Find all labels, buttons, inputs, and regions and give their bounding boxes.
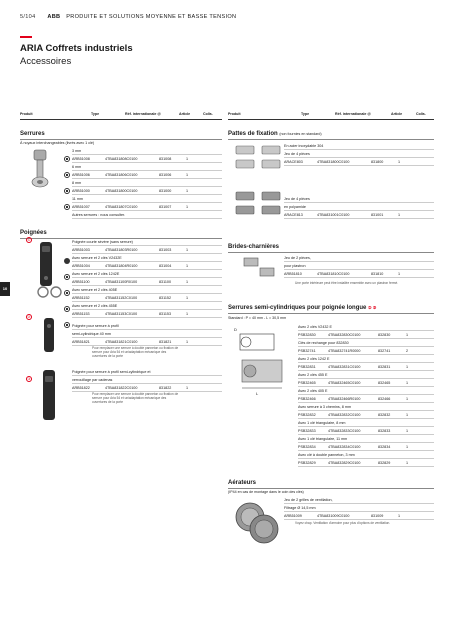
description-row — [284, 496, 434, 504]
description-row — [298, 435, 434, 443]
row-label: Jeu de 2 grilles de ventilation, — [284, 498, 333, 502]
description-row — [72, 238, 222, 246]
product-row — [72, 171, 222, 179]
product-row — [284, 158, 434, 166]
section-semicyl — [228, 305, 434, 314]
description-row — [72, 376, 222, 384]
cell-type: PSB32741 — [298, 349, 316, 353]
description-row — [284, 142, 434, 150]
cell-article: 832830 — [378, 333, 391, 337]
description-row — [298, 419, 434, 427]
lock-image — [24, 148, 56, 196]
charnieres-rows — [228, 254, 434, 278]
cell-colis: 1 — [186, 312, 189, 316]
pattes-rows-2 — [228, 195, 434, 219]
description-row — [72, 179, 222, 187]
cell-article: 831008 — [159, 157, 172, 161]
cell-colis: 1 — [398, 272, 401, 276]
product-row — [72, 155, 222, 163]
cell-ref: 4TBA832832C0100 — [328, 413, 361, 417]
cell-type: ARB51810 — [284, 272, 302, 276]
row-label: en polyamide — [284, 205, 306, 209]
row-label: Jeu de 4 pièces — [284, 152, 310, 156]
brand-name: ABB — [47, 14, 61, 20]
row-label: 3 mm — [72, 149, 82, 153]
cell-ref: 4TBA831100R0100 — [105, 280, 138, 284]
product-row — [72, 338, 222, 346]
lock-type-icon — [64, 188, 70, 194]
cell-ref: 4TBA831810C0100 — [317, 272, 350, 276]
product-row — [72, 278, 222, 286]
row-label: 6 mm — [72, 165, 82, 169]
cell-ref: 4TBA832829C0100 — [328, 461, 361, 465]
product-row — [298, 379, 434, 387]
cell-ref: 4TBA831152C0100 — [105, 296, 138, 300]
cell-article: 831003 — [159, 248, 172, 252]
col-article: Article — [391, 112, 403, 116]
cell-colis: 1 — [406, 461, 409, 465]
cell-colis: 1 — [406, 333, 409, 337]
row-label: En acier inoxydable 304 — [284, 144, 324, 148]
cell-ref: 4TBA832741R0000 — [328, 349, 361, 353]
description-row — [284, 195, 434, 203]
cell-ref: 4TBA831001C0100 — [317, 213, 350, 217]
cell-type: ARB51004 — [72, 264, 90, 268]
description-row — [72, 147, 222, 155]
semicyl-note: Standard : P = 40 mm - L = 30,5 mm — [228, 316, 287, 320]
section-pattes — [228, 131, 434, 140]
cell-type: PSB32466 — [298, 397, 316, 401]
cell-ref: 4TBA831807C0100 — [105, 205, 138, 209]
cell-ref: 4TBA831821C0100 — [105, 340, 138, 344]
lock-type-icon — [64, 156, 70, 162]
cell-article: 832833 — [378, 429, 391, 433]
row-label: pour plastron — [284, 264, 306, 268]
row-label: Avec serrure et 2 clés 455E — [72, 304, 118, 308]
cell-article: 832465 — [378, 381, 391, 385]
cell-article: 831001 — [371, 213, 384, 217]
description-row — [298, 323, 434, 331]
row-label: Avec 1 clé triangulaire, 11 mm — [298, 437, 348, 441]
product-row — [298, 363, 434, 371]
section-aerateurs — [228, 480, 434, 489]
page-subtitle: Accessoires — [20, 56, 72, 67]
cell-ref: 4TBA832831C0100 — [328, 365, 361, 369]
cell-article: 832466 — [378, 397, 391, 401]
description-row — [72, 163, 222, 171]
aerateurs-rows — [228, 496, 434, 520]
cell-article: 831822 — [159, 386, 172, 390]
product-row — [298, 395, 434, 403]
cell-ref: 4TBA832833C0100 — [328, 429, 361, 433]
cell-article: 831004 — [159, 264, 172, 268]
product-row — [72, 294, 222, 302]
cell-article: 831000 — [159, 189, 172, 193]
cell-ref: 4TBA832466R0100 — [328, 397, 361, 401]
cell-type: ARB51007 — [72, 205, 90, 209]
col-type: Type — [301, 112, 310, 116]
cell-article: 831152 — [159, 296, 172, 300]
cell-ref: 4TBA831804R0100 — [105, 264, 138, 268]
row-label: 11 mm — [72, 197, 83, 201]
product-row — [72, 246, 222, 254]
product-row — [284, 270, 434, 278]
cell-ref: 4TBA831803R0100 — [105, 248, 138, 252]
product-row — [72, 310, 222, 318]
row-label: Avec 1 clé triangulaire, 8 mm — [298, 421, 346, 425]
col-produit: Produit — [20, 112, 33, 116]
dim-d-label: D — [234, 327, 237, 332]
row-label: Avec serrure et 2 clés V2432E — [72, 256, 122, 260]
cell-type: PSB32465 — [298, 381, 316, 385]
row-label: Avec serrure à 3 chemins, 8 mm — [298, 405, 352, 409]
cell-type: ARB51006 — [72, 173, 90, 177]
product-row — [298, 427, 434, 435]
cell-colis: 1 — [186, 386, 189, 390]
description-row — [284, 203, 434, 211]
serrures-note: À noyaux interchangeables (livrés avec 1 clé) — [20, 141, 95, 145]
description-row — [298, 403, 434, 411]
marker-1: ① — [27, 238, 31, 242]
row-label: semi-cylindrique 40 mm — [72, 332, 111, 336]
cell-type: ARB51152 — [72, 296, 90, 300]
right-column-header — [228, 111, 434, 120]
dim-l-label: L — [256, 391, 259, 396]
description-row — [72, 286, 222, 294]
row-label: Clés de rechange pour 832830 — [298, 341, 349, 345]
cell-ref: 4TBA831806C0100 — [105, 173, 138, 177]
description-row — [72, 211, 222, 219]
description-row — [298, 339, 434, 347]
description-row — [72, 322, 222, 330]
description-row — [298, 387, 434, 395]
cell-article: 832832 — [378, 413, 391, 417]
description-row — [72, 368, 222, 376]
cell-colis: 1 — [406, 445, 409, 449]
cell-ref: 4TBA831808C0100 — [105, 157, 138, 161]
cell-ref: 4TBA831800C0100 — [317, 160, 350, 164]
section-markers: ② ③ — [368, 305, 377, 310]
cell-colis: 1 — [186, 205, 189, 209]
lock-type-icon — [64, 172, 70, 178]
product-row — [284, 211, 434, 219]
cell-article: 831810 — [371, 272, 384, 276]
cell-colis: 1 — [186, 248, 189, 252]
accent-bar — [20, 36, 32, 38]
cell-colis: 1 — [406, 429, 409, 433]
cell-type: ARB51821 — [72, 340, 90, 344]
product-row — [298, 331, 434, 339]
cell-type: ARB51009 — [284, 514, 302, 518]
product-row — [298, 411, 434, 419]
cell-ref: 4TBA831153C0100 — [105, 312, 138, 316]
section-title: Aérateurs — [228, 480, 257, 486]
product-row — [72, 187, 222, 195]
description-row — [298, 355, 434, 363]
cell-ref: 4TBA831009C0100 — [317, 514, 350, 518]
cell-article: 832831 — [378, 365, 391, 369]
marker-3: ③ — [27, 377, 31, 381]
description-row — [72, 254, 222, 262]
cell-colis: 1 — [186, 264, 189, 268]
row-label: Poignée pour serrure à profil semi-cylindrique et — [72, 370, 151, 374]
cell-article: 831007 — [159, 205, 172, 209]
description-row — [72, 270, 222, 278]
row-label: Poignée pour serrure à profil — [72, 324, 119, 328]
row-label: Avec 2 clés V2432 E — [298, 325, 332, 329]
cell-type: PSB32834 — [298, 445, 316, 449]
left-column-header — [20, 111, 222, 120]
poignee-group-1 — [20, 238, 222, 322]
poignee-group-3 — [20, 368, 222, 392]
cell-colis: 1 — [406, 365, 409, 369]
col-article: Article — [179, 112, 191, 116]
row-label: verrouillage par cadenas — [72, 378, 113, 382]
cell-article: 831006 — [159, 173, 172, 177]
section-title: Brides-charnières — [228, 244, 280, 250]
col-ref: Réf. internationale @ — [125, 112, 161, 116]
cell-type: ARB51000 — [72, 189, 90, 193]
product-row — [72, 384, 222, 392]
cell-type: PSB32832 — [298, 413, 316, 417]
cell-article: 831153 — [159, 312, 172, 316]
cell-article: 831821 — [159, 340, 172, 344]
row-label: Avec 2 clés 1242 E — [298, 357, 330, 361]
cell-colis: 1 — [398, 160, 401, 164]
product-row — [298, 443, 434, 451]
cell-colis: 1 — [398, 514, 401, 518]
col-colis: Colis. — [203, 112, 213, 116]
cell-type: ARACE813 — [284, 213, 303, 217]
cell-article: 831800 — [371, 160, 384, 164]
cell-article: 832741 — [378, 349, 391, 353]
chapter-tab: 10 — [0, 282, 10, 296]
row-label: Avec 2 clés 405 E — [298, 389, 328, 393]
cell-type: PSB32831 — [298, 365, 316, 369]
cell-colis: 1 — [406, 381, 409, 385]
section-charnieres — [228, 244, 434, 253]
cell-article: 832834 — [378, 445, 391, 449]
cell-ref: 4TBA831822C0100 — [105, 386, 138, 390]
row-label: Filtrage Ø 14,5 mm — [284, 506, 316, 510]
row-label: Autres serrures : nous consulter. — [72, 213, 126, 217]
row-label: Jeu de 2 pièces, — [284, 256, 311, 260]
section-title: Pattes de fixation — [228, 131, 278, 137]
description-row — [298, 451, 434, 459]
cell-type: ARB51822 — [72, 386, 90, 390]
description-row — [72, 330, 222, 338]
product-row — [72, 262, 222, 270]
cell-ref: 4TBA831800C0100 — [105, 189, 138, 193]
row-label: Avec serrure et 2 clés 1242E — [72, 272, 120, 276]
lock-type-icon — [64, 204, 70, 210]
row-label: 8 mm — [72, 181, 82, 185]
aerateurs-extra: Voyez chap. Ventilation d'armoire pour plus d'options de ventilation. — [295, 521, 391, 525]
cell-colis: 1 — [406, 413, 409, 417]
row-label: Avec clé à double panneton, 3 mm — [298, 453, 355, 457]
cell-article: 832829 — [378, 461, 391, 465]
page-header — [20, 14, 236, 21]
cell-colis: 1 — [186, 280, 189, 284]
description-row — [284, 150, 434, 158]
row-label: Jeu de 4 pièces — [284, 197, 310, 201]
poignee-3-note: Pour remplacer une serrure à double panneton ou fixation de serrure pour Aria 54 et uniadaptation mécanique des ouvertures de la porte — [92, 392, 179, 404]
row-label: Poignée courte sévère (sans serrure) — [72, 240, 133, 244]
cell-ref: 4TBA832465C0100 — [328, 381, 361, 385]
cell-type: PSB32833 — [298, 429, 316, 433]
col-produit: Produit — [228, 112, 241, 116]
description-row — [72, 302, 222, 310]
cell-article: 831009 — [371, 514, 384, 518]
product-row — [298, 459, 434, 467]
col-colis: Colis. — [416, 112, 426, 116]
semicyl-rows — [228, 323, 434, 473]
cell-type: PSB32829 — [298, 461, 316, 465]
description-row — [284, 504, 434, 512]
cell-type: ARB51153 — [72, 312, 90, 316]
col-type: Type — [91, 112, 100, 116]
product-row — [284, 512, 434, 520]
page-number: 5/104 — [20, 14, 36, 20]
cell-colis: 1 — [186, 173, 189, 177]
row-label: Avec 2 clés 455 E — [298, 373, 328, 377]
page-title: ARIA Coffrets industriels — [20, 43, 133, 54]
cell-colis: 1 — [406, 397, 409, 401]
section-title: Poignées — [20, 230, 47, 236]
cell-colis: 1 — [398, 213, 401, 217]
cell-ref: 4TBA832830C0100 — [328, 333, 361, 337]
product-row — [72, 203, 222, 211]
row-label: Avec serrure et 2 clés 405E — [72, 288, 118, 292]
cell-colis: 1 — [186, 340, 189, 344]
cell-colis: 1 — [186, 157, 189, 161]
product-row — [298, 347, 434, 355]
catalog-title: PRODUITE ET SOLUTIONS MOYENNE ET BASSE TENSION — [66, 14, 237, 20]
col-ref: Réf. internationale @ — [335, 112, 371, 116]
section-title: Serrures semi-cylindriques pour poignée longue — [228, 305, 367, 311]
cell-colis: 1 — [186, 296, 189, 300]
cell-type: ARB51003 — [72, 248, 90, 252]
poignee-group-2 — [20, 322, 222, 346]
marker-2: ② — [27, 315, 31, 319]
cell-colis: 2 — [406, 349, 409, 353]
cell-colis: 1 — [186, 189, 189, 193]
charnieres-note: Une porte intérieure peut être installée ensemble avec un plastron fermé. — [295, 281, 399, 285]
section-serrures — [20, 131, 222, 140]
cell-article: 831100 — [159, 280, 172, 284]
aerateurs-note: (IP44 en cas de montage dans le coin des clés) — [228, 490, 304, 494]
section-note: (non fournies en standard) — [279, 132, 322, 136]
description-row — [284, 254, 434, 262]
cell-type: ARB51008 — [72, 157, 90, 161]
description-row — [298, 371, 434, 379]
description-row — [284, 262, 434, 270]
section-title: Serrures — [20, 131, 45, 137]
poignee-2-note: Pour remplacer une serrure à double panneton ou fixation de serrure pour Aria 54 et uniadaptation mécanique des ouvertures de la porte — [92, 346, 179, 358]
cell-type: ARB51100 — [72, 280, 90, 284]
cell-ref: 4TBA832834C0100 — [328, 445, 361, 449]
pattes-rows — [228, 142, 434, 166]
cell-type: ARACE803 — [284, 160, 303, 164]
description-row — [72, 195, 222, 203]
cell-type: PSB32830 — [298, 333, 316, 337]
